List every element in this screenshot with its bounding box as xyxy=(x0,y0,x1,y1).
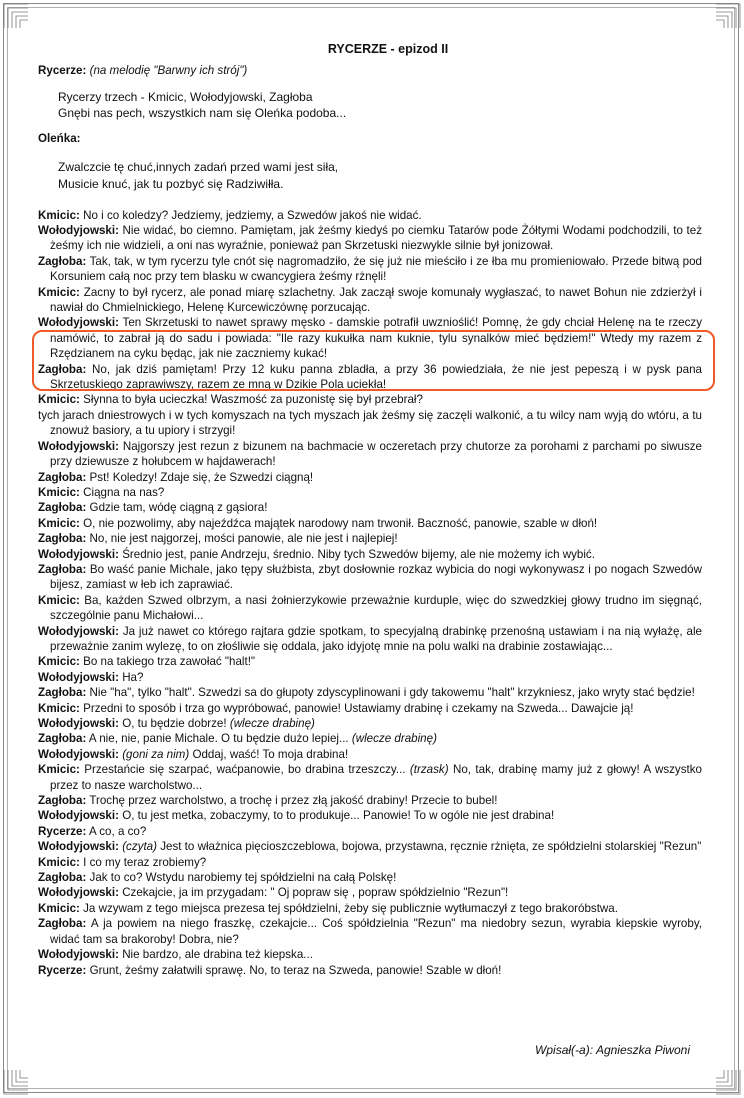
speaker-name: Zagłoba: xyxy=(38,362,87,376)
speaker-name: Wołodyjowski: xyxy=(38,439,119,453)
song2-line: Musicie knuć, jak tu pozbyć się Radziwiłła. xyxy=(58,177,284,191)
dialogue-line xyxy=(38,839,702,854)
speaker-name: Zagłoba: xyxy=(38,532,87,546)
corner-ornament-icon xyxy=(715,3,741,29)
speaker-name: Zagłoba: xyxy=(38,254,87,268)
speaker-name: Wołodyjowski: xyxy=(38,747,119,761)
dialogue-line xyxy=(38,562,702,593)
song2-speaker: Oleńka: xyxy=(38,132,81,145)
dialogue-line xyxy=(38,285,702,316)
corner-ornament-icon xyxy=(715,1069,741,1095)
dialogue-line xyxy=(38,362,702,393)
dialogue-line xyxy=(38,885,702,900)
speaker-name: Kmicic: xyxy=(38,208,80,222)
dialogue-text: O, nie pozwolimy, aby najeźdźca majątek narodowy nam trwonił. Baczność, panowie, szable w dłoń! xyxy=(83,516,598,530)
speaker-name: Kmicic: xyxy=(38,516,80,530)
speaker-name: Wołodyjowski: xyxy=(38,547,119,561)
speaker-name: Wołodyjowski: xyxy=(38,886,119,900)
dialogue-line xyxy=(38,901,702,916)
dialogue-text: Przestańcie się szarpać, waćpanowie, bo drabina trzeszczy... xyxy=(84,763,406,777)
dialogue-line xyxy=(38,547,702,562)
speaker-name: Kmicic: xyxy=(38,763,80,777)
dialogue-text: Jest to włażnica pięcioszczeblowa, bojowa, przystawna, ręcznie rżnięta, ze spółdzielni stolarskiej "Rezun" xyxy=(160,840,702,854)
stage-direction: (wlecze drabinę) xyxy=(351,732,437,746)
dialogue-text: No, nie jest najgorzej, mości panowie, ale nie jest i najlepiej! xyxy=(89,532,398,546)
dialogue-line xyxy=(38,670,702,685)
speaker-name: Zagłoba: xyxy=(38,917,87,931)
song2-lyrics xyxy=(38,159,702,192)
dialogue-text: Ciągna na nas? xyxy=(83,485,165,499)
dialogue-line xyxy=(38,747,702,762)
speaker-name: Kmicic: xyxy=(38,285,80,299)
dialogue-text: Zacny to był rycerz, ale ponad miarę szlachetny. Jak zaczął swoje komunały wygłaszać, to nawet Bohun nie zdzierżył i nawiał do Chmielnickiego, Helenę Kurcewiczównę porzucając. xyxy=(50,285,702,315)
dialogue-line xyxy=(38,500,702,515)
dialogue-text: Tak, tak, w tym rycerzu tyle cnót się nagromadziło, że się już nie mieściło i ze łba mu promieniowało. Przede bitwą pod Korsuniem całą noc przy tem blasku w cwancygiera żeśmy rżnęli! xyxy=(50,254,703,284)
speaker-name: Kmicic: xyxy=(38,485,80,499)
document-body xyxy=(38,42,702,978)
dialogue-text: A ja powiem na niego fraszkę, czekajcie... Coś spółdzielnia "Rezun" ma niedobry sezun, wyrabia kiepskie wyroby, widać tam sa brakoroby! Dobra, nie? xyxy=(50,917,702,946)
dialogue-text: Oddaj, waść! To moja drabina! xyxy=(192,747,349,761)
dialogue-text: No i co koledzy? Jedziemy, jedziemy, a Szwedów jakoś nie widać. xyxy=(83,208,422,222)
stage-direction: (trzask) xyxy=(409,763,449,777)
dialogue-line xyxy=(38,315,702,361)
dialogue-line xyxy=(38,408,702,439)
speaker-name: Wołodyjowski: xyxy=(38,316,119,330)
dialogue-line xyxy=(38,762,702,793)
speaker-name: Zagłoba: xyxy=(38,470,87,484)
dialogue-text: Nie bardzo, ale drabina też kiepska... xyxy=(122,948,313,962)
speaker-name: Kmicic: xyxy=(38,901,80,915)
dialogue-list xyxy=(38,208,702,978)
speaker-name: Wołodyjowski: xyxy=(38,624,119,638)
dialogue-line xyxy=(38,685,702,700)
dialogue-text: No, jak dziś pamiętam! Przy 12 kuku panna zbladła, a przy 36 powiedziała, że nie jest pepeszą i w pysk pana Skrzetuskiego zaprawiwszy, razem ze mną w Dzikie Pola uciekła! xyxy=(50,362,702,392)
dialogue-line xyxy=(38,223,702,254)
dialogue-text: Trochę przez warcholstwo, a trochę i przez złą jakość drabiny! Przecie to bubel! xyxy=(89,794,498,808)
dialogue-line xyxy=(38,439,702,470)
speaker-name: Wołodyjowski: xyxy=(38,809,119,823)
dialogue-line xyxy=(38,716,702,731)
dialogue-line xyxy=(38,470,702,485)
dialogue-text: Grunt, żeśmy załatwili sprawę. No, to teraz na Szweda, panowie! Szable w dłoń! xyxy=(89,963,502,977)
dialogue-text: Ten Skrzetuski to nawet sprawy męsko - damskie potrafił uwznioślić! Pomnę, że gdy chciał Helenę na te rzeczy namówić, to zabrał ją do sadu i powiada: "Ile razy kukułka nam kuknie, tylu synalków mieć będziem!" Wtedy my razem z Rzędzianem na cyku będąc, jak nie zaczniemy kukać! xyxy=(50,316,702,361)
dialogue-text: Najgorszy jest rezun z bizunem na bachmacie w oczeretach przy chutorze za porohami z parchami po siwusze przy dziewusze z hołubcem w hajdawerach! xyxy=(50,439,702,469)
dialogue-line xyxy=(38,516,702,531)
dialogue-text: Przedni to sposób i trza go wypróbować, panowie! Ustawiamy drabinę i czekamy na Szweda... Dawajcie ją! xyxy=(83,701,634,715)
dialogue-text: A nie, nie, panie Michale. O tu będzie dużo lepiej... xyxy=(88,732,349,746)
speaker-name: Kmicic: xyxy=(38,393,80,407)
dialogue-text: Ja już nawet co którego rajtara gdzie spotkam, to specyjalną drabinkę przenośną ustawiam i na nią wyłażę, ale przeważnie zanim wylezę, to on złośliwie się oddala, jako idyjotę mnie na polu walki na drabinie zostawiając... xyxy=(50,624,702,653)
stage-direction: (goni za nim) xyxy=(122,747,190,761)
speaker-name: Zagłoba: xyxy=(38,686,87,700)
speaker-name: Zagłoba: xyxy=(38,794,87,808)
corner-ornament-icon xyxy=(3,3,29,29)
dialogue-line xyxy=(38,870,702,885)
dialogue-line xyxy=(38,855,702,870)
speaker-name: Wołodyjowski: xyxy=(38,948,119,962)
dialogue-text: O, tu jest metka, zobaczymy, to to produkuje... Panowie! To w ogóle nie jest drabina! xyxy=(122,809,555,823)
dialogue-text: Nie "ha", tylko "halt". Szwedzi sa do głupoty zdyscyplinowani i gdy takowemu "halt" krzykniesz, jako wryty stać będzie! xyxy=(89,686,695,700)
song1-speaker: Rycerze: xyxy=(38,64,87,78)
song2-header xyxy=(38,131,702,146)
dialogue-text: A co, a co? xyxy=(88,824,147,838)
dialogue-line xyxy=(38,731,702,746)
dialogue-line xyxy=(38,531,702,546)
speaker-name: Kmicic: xyxy=(38,855,80,869)
speaker-name: Kmicic: xyxy=(38,701,80,715)
dialogue-line xyxy=(38,824,702,839)
speaker-name: Rycerze: xyxy=(38,824,87,838)
dialogue-text: Słynna to była ucieczka! Waszmość za puzonistę się był przebrał? xyxy=(83,393,423,407)
speaker-name: Zagłoba: xyxy=(38,562,87,576)
dialogue-line xyxy=(38,624,702,655)
dialogue-text: O, tu będzie dobrze! xyxy=(122,717,227,730)
speaker-name: Rycerze: xyxy=(38,963,87,977)
dialogue-line xyxy=(38,593,702,624)
dialogue-line xyxy=(38,392,702,407)
dialogue-text: Ba, każden Szwed olbrzym, a nasi żołnierzykowie przeważnie kurduple, więc do szwedzkiej głowy trudno im sięgnąć, szczególnie panu Michałowi... xyxy=(50,593,702,623)
dialogue-text: tych jarach dniestrowych i w tych komyszach na tych myszach jak żeśmy się zaczęli walkonić, a tu wilcy nam wyją do wtóru, a tu znowuż basiory, a tu upiory i strzygi! xyxy=(38,408,702,438)
song1-header xyxy=(38,63,702,78)
dialogue-line xyxy=(38,793,702,808)
dialogue-line xyxy=(38,485,702,500)
stage-direction: (czyta) xyxy=(122,840,157,854)
speaker-name: Zagłoba: xyxy=(38,871,87,885)
song1-lyrics xyxy=(38,89,702,122)
page-title: RYCERZE - epizod II xyxy=(327,42,449,56)
dialogue-line xyxy=(38,808,702,823)
speaker-name: Zagłoba: xyxy=(38,501,87,515)
song1-line: Gnębi nas pech, wszystkich nam się Oleńka podoba... xyxy=(58,106,347,121)
song1-note: (na melodię "Barwny ich strój") xyxy=(89,64,248,78)
speaker-name: Wołodyjowski: xyxy=(38,717,119,730)
dialogue-text: Ja wzywam z tego miejsca prezesa tej spółdzielni, żeby się publicznie wytłumaczył z tego brakoróbstwa. xyxy=(83,901,618,915)
speaker-name: Wołodyjowski: xyxy=(38,840,119,854)
signature: Wpisał(-a): Agnieszka Piwoni xyxy=(535,1043,690,1057)
speaker-name: Wołodyjowski: xyxy=(38,670,119,684)
dialogue-text: Bo waść panie Michale, jako tępy służbista, zbyt dosłownie rozkaz wybicia do nogi wykonywasz i po nogach Szwedów bijesz, zamiast w łeb ich zaprawiać. xyxy=(50,562,702,592)
dialogue-line xyxy=(38,916,702,947)
speaker-name: Kmicic: xyxy=(38,655,80,669)
dialogue-text: Gdzie tam, wódę ciągną z gąsiora! xyxy=(89,501,268,515)
song1-line: Rycerzy trzech - Kmicic, Wołodyjowski, Zagłoba xyxy=(58,89,313,104)
dialogue-text: I co my teraz zrobiemy? xyxy=(83,855,207,869)
dialogue-line xyxy=(38,254,702,285)
dialogue-line xyxy=(38,701,702,716)
stage-direction: (wlecze drabinę) xyxy=(229,717,315,730)
speaker-name: Wołodyjowski: xyxy=(38,224,119,237)
dialogue-text: Czekajcie, ja im przygadam: " Oj popraw się , popraw spółdzielnio "Rezun"! xyxy=(122,886,509,900)
dialogue-text: Ha? xyxy=(122,670,144,684)
song2-line: Zwalczcie tę chuć,innych zadań przed wami jest siła, xyxy=(58,160,339,175)
speaker-name: Zagłoba: xyxy=(38,732,87,746)
dialogue-text: Nie widać, bo ciemno. Pamiętam, jak żeśmy kiedyś po ciemku Tatarów pode Żółtymi Wodami podchodzili, to też żeśmy ich nie widzieli, a oni nas wyraźnie, ponieważ pan Skrzetuski niezwykle silnie był jonizował. xyxy=(50,224,702,253)
dialogue-line xyxy=(38,208,702,223)
dialogue-text: Bo na takiego trza zawołać "halt!" xyxy=(83,655,256,669)
dialogue-text: No, tak, drabinę mamy już z głowy! A wszystko przez to nasze warcholstwo... xyxy=(50,763,702,792)
dialogue-line xyxy=(38,963,702,978)
corner-ornament-icon xyxy=(3,1069,29,1095)
dialogue-line xyxy=(38,654,702,669)
dialogue-text: Pst! Koledzy! Zdaje się, że Szwedzi ciągną! xyxy=(89,470,314,484)
dialogue-text: Średnio jest, panie Andrzeju, średnio. Niby tych Szwedów bijemy, ale nie możemy ich wybić. xyxy=(122,547,595,561)
dialogue-text: Jak to co? Wstydu narobiemy tej spółdzielni na całą Polskę! xyxy=(89,871,397,885)
dialogue-line xyxy=(38,947,702,962)
speaker-name: Kmicic: xyxy=(38,593,80,607)
